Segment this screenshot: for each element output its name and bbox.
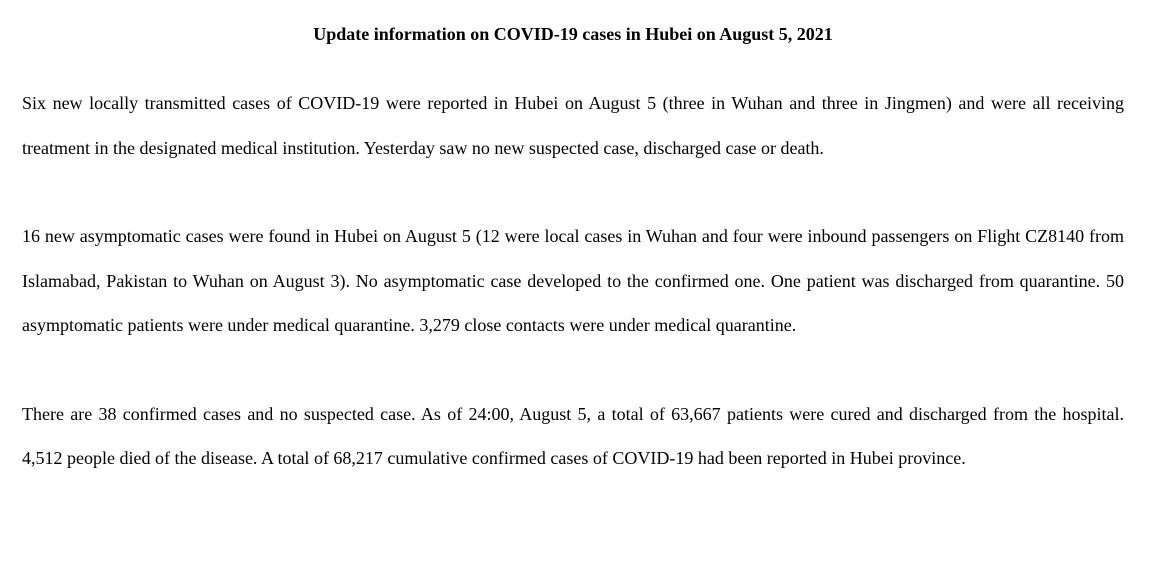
paragraph-cumulative-totals: There are 38 confirmed cases and no suspected case. As of 24:00, August 5, a total of 63,667 patients were cured and discharged from the hospital. 4,512 people died of the disease. A total of 68,217 cumulative confirmed cases of COVID-19 had been reported in Hubei province. — [22, 403, 1124, 468]
paragraph-asymptomatic-cases: 16 new asymptomatic cases were found in Hubei on August 5 (12 were local cases in Wuhan and four were inbound passengers on Flight CZ8140 from Islamabad, Pakistan to Wuhan on August 3). No asymptomatic case developed to the confirmed one. One patient was discharged from quarantine. 50 asymptomatic patients were under medical quarantine. 3,279 close contacts were under medical quarantine. — [22, 226, 1124, 335]
document — [22, 0, 1124, 481]
document-title: Update information on COVID-19 cases in Hubei on August 5, 2021 — [313, 24, 833, 44]
paragraph-new-cases: Six new locally transmitted cases of COVID-19 were reported in Hubei on August 5 (three in Wuhan and three in Jingmen) and were all receiving treatment in the designated medical institution. Yesterday saw no new suspected case, discharged case or death. — [22, 93, 1124, 158]
